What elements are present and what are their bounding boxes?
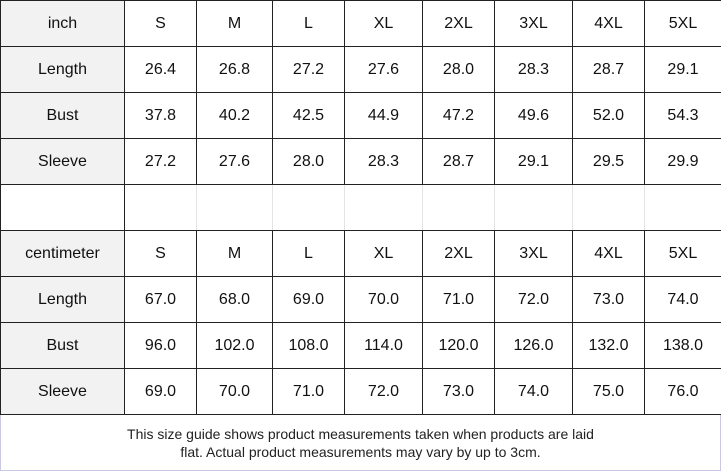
measurement-value: 44.9 bbox=[345, 93, 423, 139]
measurement-value: 37.8 bbox=[125, 93, 197, 139]
measurement-value: 126.0 bbox=[495, 323, 573, 369]
header-row bbox=[1, 1, 721, 47]
measurement-value: 70.0 bbox=[345, 277, 423, 323]
measurement-value: 73.0 bbox=[573, 277, 645, 323]
measurement-value: 72.0 bbox=[495, 277, 573, 323]
size-header: 3XL bbox=[495, 1, 573, 47]
measurement-value: 28.3 bbox=[345, 139, 423, 185]
measurement-value: 71.0 bbox=[273, 369, 345, 415]
table-row bbox=[1, 139, 721, 185]
measurement-value: 73.0 bbox=[423, 369, 495, 415]
measurement-value: 68.0 bbox=[197, 277, 273, 323]
measurement-value: 102.0 bbox=[197, 323, 273, 369]
measurement-value: 27.6 bbox=[345, 47, 423, 93]
unit-label: centimeter bbox=[1, 231, 125, 277]
size-header: 2XL bbox=[423, 1, 495, 47]
empty-cell bbox=[573, 185, 645, 231]
measurement-value: 29.1 bbox=[495, 139, 573, 185]
measurement-value: 67.0 bbox=[125, 277, 197, 323]
size-header: M bbox=[197, 1, 273, 47]
measurement-label: Bust bbox=[1, 323, 125, 369]
size-header: 3XL bbox=[495, 231, 573, 277]
unit-label: inch bbox=[1, 1, 125, 47]
size-header: S bbox=[125, 231, 197, 277]
measurement-value: 28.0 bbox=[273, 139, 345, 185]
measurement-value: 28.7 bbox=[423, 139, 495, 185]
measurement-value: 72.0 bbox=[345, 369, 423, 415]
measurement-value: 114.0 bbox=[345, 323, 423, 369]
empty-cell bbox=[197, 185, 273, 231]
measurement-label: Length bbox=[1, 47, 125, 93]
empty-cell bbox=[645, 185, 721, 231]
measurement-value: 29.5 bbox=[573, 139, 645, 185]
size-header: 4XL bbox=[573, 231, 645, 277]
header-row bbox=[1, 231, 721, 277]
size-header: 2XL bbox=[423, 231, 495, 277]
measurement-value: 42.5 bbox=[273, 93, 345, 139]
measurement-value: 71.0 bbox=[423, 277, 495, 323]
measurement-value: 28.7 bbox=[573, 47, 645, 93]
measurement-value: 70.0 bbox=[197, 369, 273, 415]
measurement-value: 76.0 bbox=[645, 369, 721, 415]
measurement-label: Length bbox=[1, 277, 125, 323]
table-row bbox=[1, 93, 721, 139]
size-header: 5XL bbox=[645, 231, 721, 277]
empty-cell bbox=[273, 185, 345, 231]
measurement-value: 108.0 bbox=[273, 323, 345, 369]
size-header: L bbox=[273, 231, 345, 277]
measurement-value: 120.0 bbox=[423, 323, 495, 369]
measurement-value: 47.2 bbox=[423, 93, 495, 139]
footnote-box bbox=[0, 415, 721, 471]
size-header: 5XL bbox=[645, 1, 721, 47]
measurement-label: Bust bbox=[1, 93, 125, 139]
table-row bbox=[1, 323, 721, 369]
measurement-value: 40.2 bbox=[197, 93, 273, 139]
measurement-value: 27.2 bbox=[273, 47, 345, 93]
size-header: 4XL bbox=[573, 1, 645, 47]
measurement-value: 74.0 bbox=[495, 369, 573, 415]
size-header: L bbox=[273, 1, 345, 47]
empty-cell bbox=[423, 185, 495, 231]
size-header: XL bbox=[345, 231, 423, 277]
empty-cell bbox=[1, 185, 125, 231]
measurement-value: 132.0 bbox=[573, 323, 645, 369]
measurement-value: 74.0 bbox=[645, 277, 721, 323]
measurement-value: 54.3 bbox=[645, 93, 721, 139]
measurement-value: 29.9 bbox=[645, 139, 721, 185]
measurement-value: 75.0 bbox=[573, 369, 645, 415]
measurement-value: 49.6 bbox=[495, 93, 573, 139]
measurement-value: 52.0 bbox=[573, 93, 645, 139]
spacer-row bbox=[1, 185, 721, 231]
empty-cell bbox=[495, 185, 573, 231]
measurement-value: 138.0 bbox=[645, 323, 721, 369]
table-row bbox=[1, 47, 721, 93]
measurement-value: 96.0 bbox=[125, 323, 197, 369]
measurement-value: 26.8 bbox=[197, 47, 273, 93]
measurement-value: 28.0 bbox=[423, 47, 495, 93]
measurement-value: 29.1 bbox=[645, 47, 721, 93]
size-header: M bbox=[197, 231, 273, 277]
measurement-value: 27.6 bbox=[197, 139, 273, 185]
measurement-value: 26.4 bbox=[125, 47, 197, 93]
empty-cell bbox=[125, 185, 197, 231]
empty-cell bbox=[345, 185, 423, 231]
measurement-value: 69.0 bbox=[125, 369, 197, 415]
measurement-label: Sleeve bbox=[1, 139, 125, 185]
table-row bbox=[1, 277, 721, 323]
measurement-value: 27.2 bbox=[125, 139, 197, 185]
size-header: XL bbox=[345, 1, 423, 47]
measurement-value: 28.3 bbox=[495, 47, 573, 93]
size-guide-footnote: This size guide shows product measurements taken when products are laid flat. Actual product measurements may vary by up to 3cm. bbox=[127, 425, 594, 460]
measurement-label: Sleeve bbox=[1, 369, 125, 415]
measurement-value: 69.0 bbox=[273, 277, 345, 323]
table-row bbox=[1, 369, 721, 415]
size-header: S bbox=[125, 1, 197, 47]
